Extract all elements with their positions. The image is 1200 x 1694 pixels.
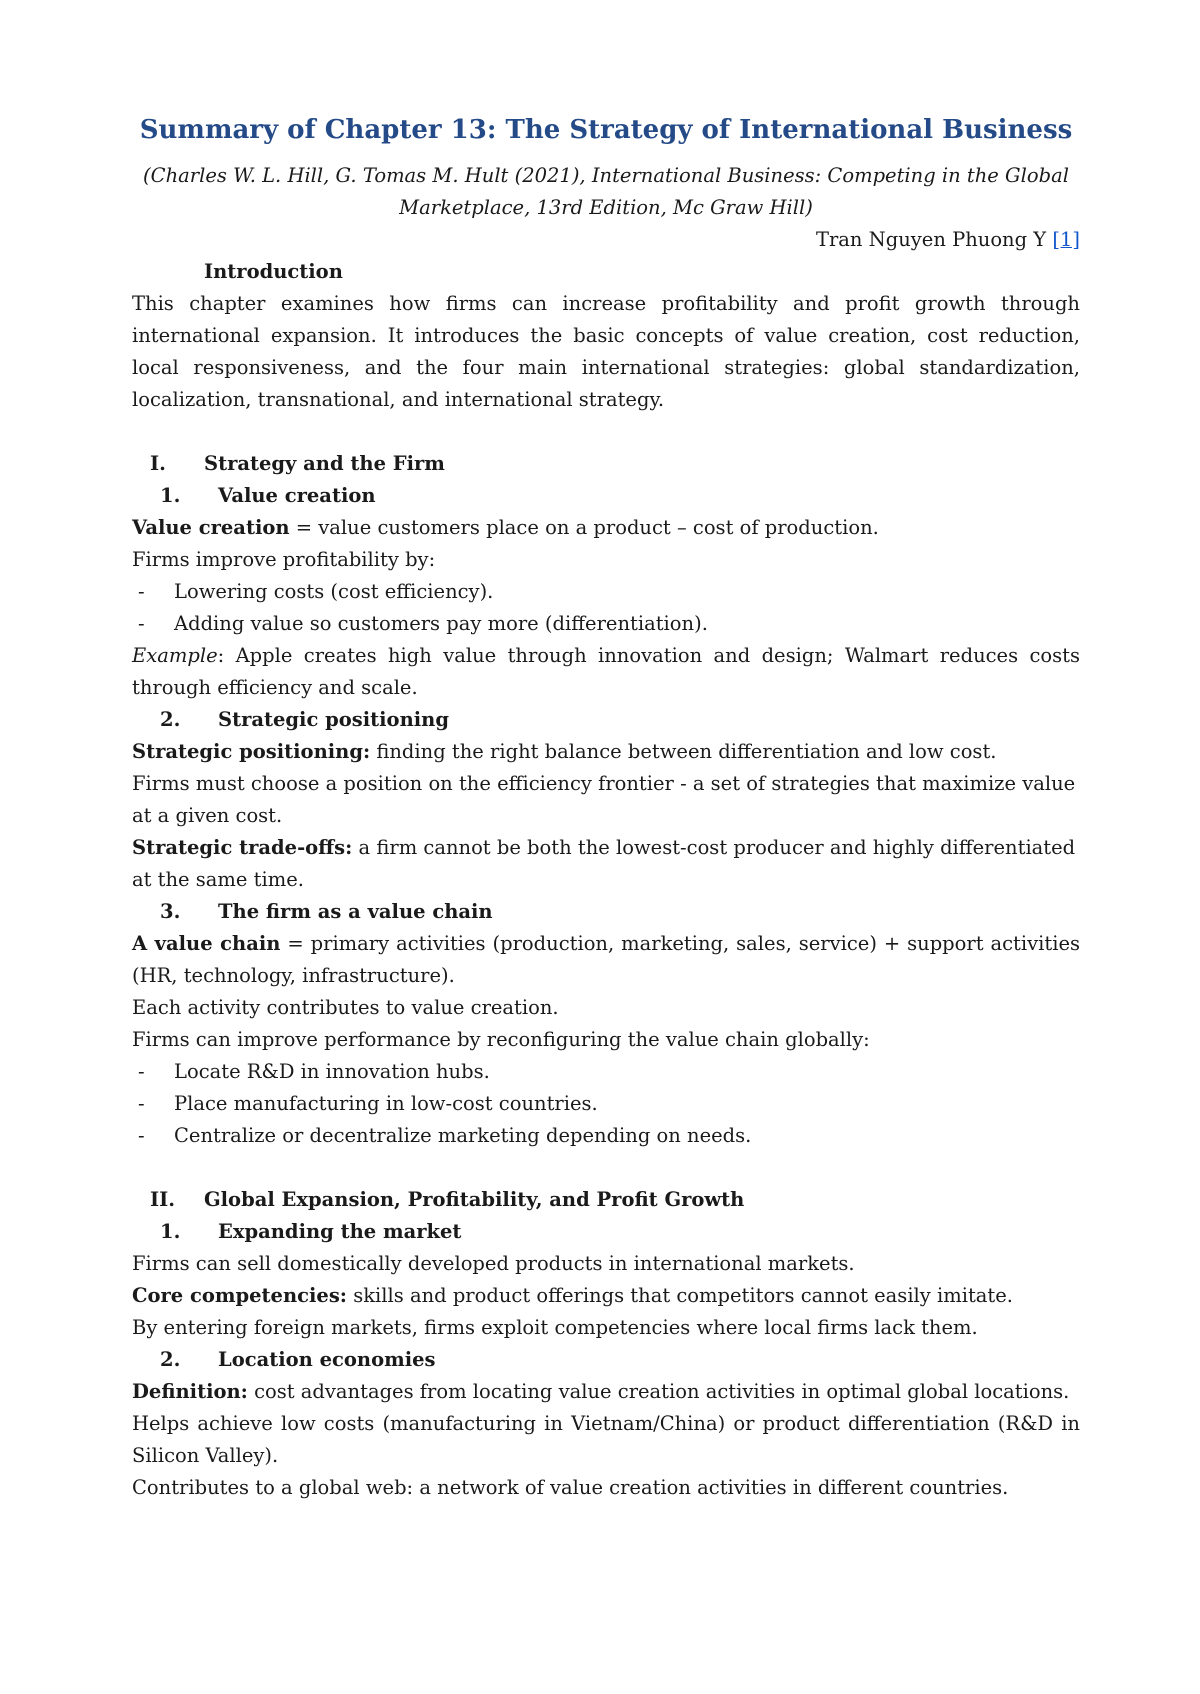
- definition-line: [132, 512, 1080, 544]
- section-number: I.: [150, 452, 166, 475]
- bullet-dash: -: [138, 580, 145, 603]
- bullet-dash: -: [138, 1092, 145, 1115]
- list-item-text: Centralize or decentralize marketing depending on needs.: [174, 1124, 752, 1147]
- list-item: [132, 1056, 1080, 1088]
- list-item: [132, 608, 1080, 640]
- bullet-dash: -: [138, 1060, 145, 1083]
- definition-line: [132, 832, 1080, 896]
- definition-text: finding the right balance between differentiation and low cost.: [370, 740, 997, 763]
- subheading-number: 1.: [160, 484, 181, 507]
- list-item-text: Locate R&D in innovation hubs.: [174, 1060, 490, 1083]
- term: A value chain: [132, 932, 281, 955]
- definition-line: [132, 928, 1080, 992]
- text-line: Each activity contributes to value creation.: [132, 996, 559, 1019]
- text-line: Firms can sell domestically developed products in international markets.: [132, 1252, 855, 1275]
- subheading-number: 1.: [160, 1220, 181, 1243]
- bullet-dash: -: [138, 612, 145, 635]
- text-line: Firms improve profitability by:: [132, 548, 436, 571]
- example-label: Example: [132, 644, 218, 667]
- section-heading-1: [132, 448, 1080, 480]
- list-item: [132, 576, 1080, 608]
- subheading-title: Value creation: [218, 484, 376, 507]
- term: Core competencies:: [132, 1284, 348, 1307]
- text-line: Firms can improve performance by reconfiguring the value chain globally:: [132, 1028, 870, 1051]
- term: Strategic trade-offs:: [132, 836, 353, 859]
- subheading-strategic-positioning: [132, 704, 1080, 736]
- definition-text: cost advantages from locating value creation activities in optimal global locations.: [247, 1380, 1070, 1403]
- text-line: Helps achieve low costs (manufacturing in Vietnam/China) or product differentiation (R&D in Silicon Valley).: [132, 1412, 1080, 1467]
- subheading-number: 3.: [160, 900, 181, 923]
- subheading-number: 2.: [160, 708, 181, 731]
- subheading-value-creation: [132, 480, 1080, 512]
- list-item: [132, 1120, 1080, 1152]
- bullet-dash: -: [138, 1124, 145, 1147]
- section-title: Global Expansion, Profitability, and Profit Growth: [204, 1188, 745, 1211]
- definition-line: [132, 1376, 1080, 1408]
- intro-heading: Introduction: [204, 260, 343, 283]
- subheading-location-economies: [132, 1344, 1080, 1376]
- subheading-expanding-market: [132, 1216, 1080, 1248]
- definition-line: [132, 1280, 1080, 1312]
- subheading-title: Strategic positioning: [218, 708, 449, 731]
- example-line: [132, 640, 1080, 704]
- author-name: Tran Nguyen Phuong Y: [815, 228, 1053, 251]
- text-line: Contributes to a global web: a network of value creation activities in different countries.: [132, 1476, 1009, 1499]
- subheading-value-chain: [132, 896, 1080, 928]
- section-number: II.: [150, 1188, 176, 1211]
- term: Definition:: [132, 1380, 248, 1403]
- intro-paragraph: This chapter examines how firms can increase profitability and profit growth through international expansion. It introduces the basic concepts of value creation, cost reduction, local responsiveness, and the four main international strategies: global standardization, localization, transnational, and international strategy.: [132, 292, 1080, 411]
- author-line: [132, 224, 1080, 256]
- subheading-title: Location economies: [218, 1348, 436, 1371]
- text-line: By entering foreign markets, firms exploit competencies where local firms lack them.: [132, 1316, 978, 1339]
- section-heading-2: [132, 1184, 1080, 1216]
- document-title: Summary of Chapter 13: The Strategy of International Business: [139, 115, 1073, 145]
- list-item-text: Lowering costs (cost efficiency).: [174, 580, 494, 603]
- section-title: Strategy and the Firm: [204, 452, 445, 475]
- definition-line: [132, 736, 1080, 768]
- list-item: [132, 1088, 1080, 1120]
- text-line: Firms must choose a position on the efficiency frontier - a set of strategies that maximize value at a given cost.: [132, 772, 1076, 827]
- citation-line-2: Marketplace, 13rd Edition, Mc Graw Hill): [399, 196, 813, 219]
- definition-text: = value customers place on a product – cost of production.: [289, 516, 879, 539]
- term: Value creation: [132, 516, 290, 539]
- citation: [132, 160, 1080, 224]
- citation-line-1: (Charles W. L. Hill, G. Tomas M. Hult (2021), International Business: Competing in the Global: [143, 164, 1069, 187]
- document-body: [132, 256, 1080, 1504]
- definition-text: a firm cannot be both the lowest-cost producer and highly differentiated at the same time.: [132, 836, 1076, 891]
- definition-text: = primary activities (production, marketing, sales, service) + support activities (HR, technology, infrastructure).: [132, 932, 1080, 987]
- list-item-text: Adding value so customers pay more (differentiation).: [174, 612, 708, 635]
- term: Strategic positioning:: [132, 740, 371, 763]
- subheading-number: 2.: [160, 1348, 181, 1371]
- subheading-title: The firm as a value chain: [218, 900, 493, 923]
- subheading-title: Expanding the market: [218, 1220, 462, 1243]
- list-item-text: Place manufacturing in low-cost countries.: [174, 1092, 598, 1115]
- footnote-ref-link[interactable]: [1]: [1052, 228, 1080, 251]
- example-text: : Apple creates high value through innovation and design; Walmart reduces costs through efficiency and scale.: [132, 644, 1080, 699]
- definition-text: skills and product offerings that competitors cannot easily imitate.: [347, 1284, 1014, 1307]
